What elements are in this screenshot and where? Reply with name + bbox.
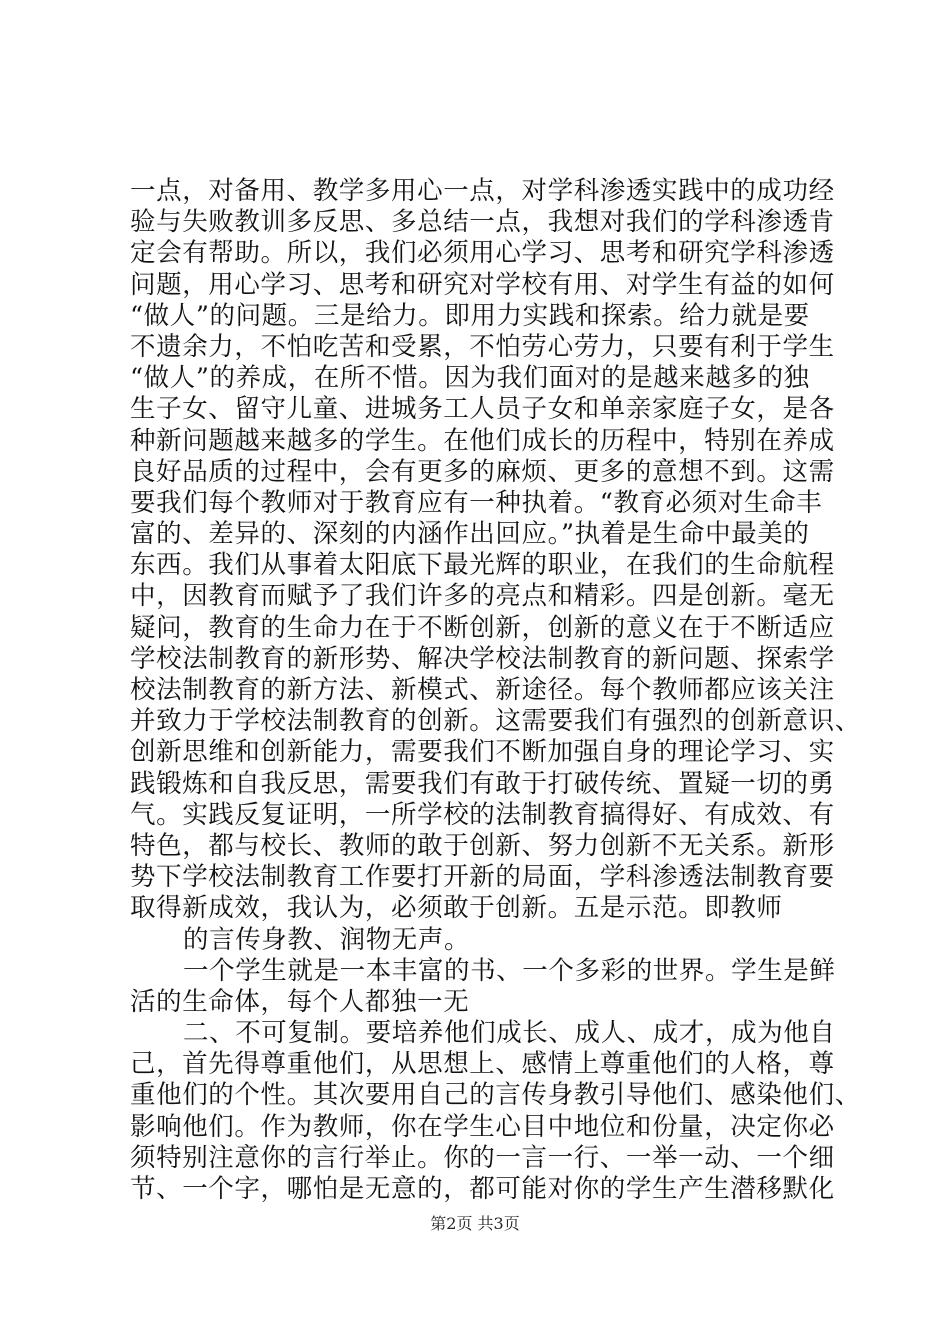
text-line: 不遗余力，不怕吃苦和受累，不怕劳心劳力，只要有利于学生 (130, 331, 835, 362)
text-line: 影响他们。作为教师，你在学生心目中地位和份量，决定你必 (130, 1111, 835, 1142)
text-line: 东西。我们从事着太阳底下最光辉的职业，在我们的生命航程 (130, 550, 835, 581)
page-number-footer: 第2页 共3页 (430, 1214, 520, 1233)
text-line: 校法制教育的新方法、新模式、新途径。每个教师都应该关注 (130, 675, 835, 705)
text-line: 的言传身教、润物无声。 (183, 924, 471, 955)
text-line: 要我们每个教师对于教育应有一种执着。“教育必须对生命丰 (130, 487, 823, 518)
text-line: 践锻炼和自我反思，需要我们有敢于打破传统、置疑一切的勇 (130, 768, 835, 799)
text-line: 须特别注意你的言行举止。你的一言一行、一举一动、一个细 (130, 1142, 835, 1173)
text-line: 活的生命体，每个人都独一无 (130, 986, 470, 1017)
text-line: 节、一个字，哪怕是无意的，都可能对你的学生产生潜移默化 (130, 1174, 835, 1204)
text-line: “做人”的问题。三是给力。即用力实践和探索。给力就是要 (130, 300, 810, 331)
text-line: 一点，对备用、教学多用心一点，对学科渗透实践中的成功经 (130, 176, 835, 206)
text-line: 重他们的个性。其次要用自己的言传身教引导他们、感染他们、 (130, 1080, 861, 1111)
text-line: 疑问，教育的生命力在于不断创新，创新的意义在于不断适应 (130, 612, 835, 643)
text-line: 二、不可复制。要培养他们成长、成人、成才，成为他自 (183, 1018, 836, 1049)
text-line: 验与失败教训多反思、多总结一点，我想对我们的学科渗透肯 (130, 207, 835, 238)
text-line: 特色，都与校长、教师的敢于创新、努力创新不无关系。新形 (130, 830, 835, 861)
text-line: 创新思维和创新能力，需要我们不断加强自身的理论学习、实 (130, 737, 835, 768)
text-line: 生子女、留守儿童、进城务工人员子女和单亲家庭子女，是各 (130, 394, 835, 425)
text-line: 问题，用心学习、思考和研究对学校有用、对学生有益的如何 (130, 269, 835, 300)
text-line: 中，因教育而赋予了我们许多的亮点和精彩。四是创新。毫无 (130, 581, 835, 612)
text-line: 定会有帮助。所以，我们必须用心学习、思考和研究学科渗透 (130, 238, 835, 269)
text-line: 一个学生就是一本丰富的书、一个多彩的世界。学生是鲜 (183, 955, 836, 986)
text-line: “做人”的养成，在所不惜。因为我们面对的是越来越多的独 (130, 363, 810, 394)
document-body (130, 176, 861, 1205)
text-line: 种新问题越来越多的学生。在他们成长的历程中，特别在养成 (130, 425, 835, 456)
text-line: 己，首先得尊重他们，从思想上、感情上尊重他们的人格，尊 (130, 1049, 835, 1080)
text-line: 取得新成效，我认为，必须敢于创新。五是示范。即教师 (130, 893, 783, 924)
text-line: 并致力于学校法制教育的创新。这需要我们有强烈的创新意识、 (130, 706, 861, 737)
text-line: 学校法制教育的新形势、解决学校法制教育的新问题、探索学 (130, 643, 835, 674)
text-line: 富的、差异的、深刻的内涵作出回应。”执着是生命中最美的 (130, 519, 810, 550)
text-line: 气。实践反复证明，一所学校的法制教育搞得好、有成效、有 (130, 799, 835, 830)
text-line: 良好品质的过程中，会有更多的麻烦、更多的意想不到。这需 (130, 456, 835, 487)
text-line: 势下学校法制教育工作要打开新的局面，学科渗透法制教育要 (130, 862, 835, 893)
